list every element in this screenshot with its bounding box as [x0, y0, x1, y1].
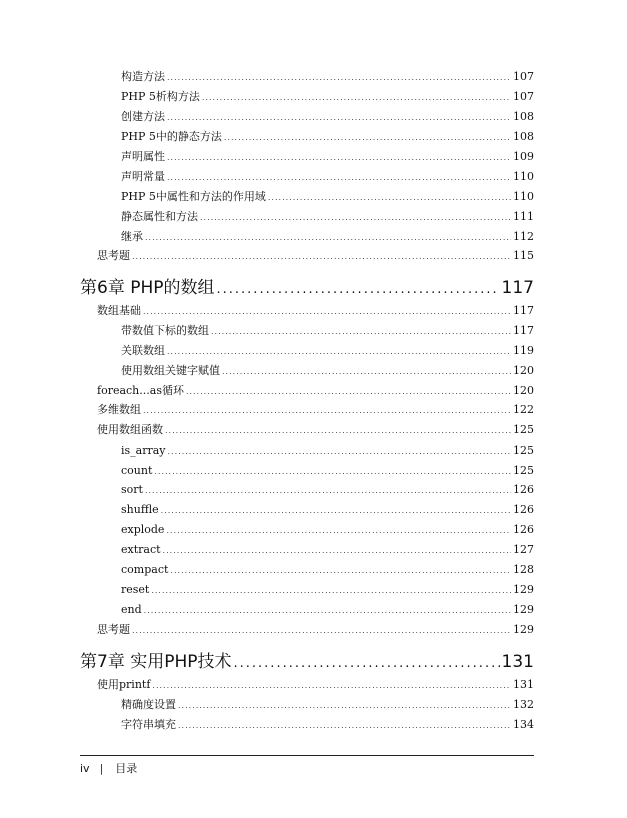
- entry-title: 关联数组: [121, 344, 165, 357]
- dot-leader: [211, 322, 511, 342]
- entry-page: 126: [513, 523, 534, 536]
- entry-page: 122: [513, 403, 534, 416]
- entry-title: 继承: [121, 230, 143, 243]
- dot-leader: [167, 168, 511, 188]
- dot-leader: [234, 652, 500, 676]
- dot-leader: [167, 342, 511, 362]
- entry-page: 120: [513, 384, 534, 397]
- toc-entry: [97, 246, 534, 266]
- entry-title: 多维数组: [97, 403, 141, 416]
- entry-page: 128: [513, 563, 534, 576]
- toc-entry: [121, 540, 534, 560]
- dot-leader: [152, 676, 511, 696]
- entry-title: 精确度设置: [121, 698, 176, 711]
- entry-title: 使用数组函数: [97, 423, 163, 436]
- toc-entry: [97, 675, 534, 695]
- chapter-page: 117: [501, 278, 534, 298]
- entry-page: 108: [513, 130, 534, 143]
- dot-leader: [170, 561, 511, 581]
- toc-entry: [121, 361, 534, 381]
- entry-title: 思考题: [97, 623, 130, 636]
- entry-title: 静态属性和方法: [121, 210, 198, 223]
- toc-entry: [97, 381, 534, 401]
- chapter-heading: [80, 276, 534, 300]
- toc-entry: [121, 560, 534, 580]
- page-footer: [80, 761, 137, 777]
- entry-page: 119: [513, 344, 534, 357]
- chapter-title: 第6章 PHP的数组: [80, 278, 215, 298]
- entry-page: 126: [513, 503, 534, 516]
- entry-title: 声明属性: [121, 150, 165, 163]
- entry-page: 109: [513, 150, 534, 163]
- toc-entry: [121, 715, 534, 735]
- toc-entry: [121, 341, 534, 361]
- dot-leader: [178, 696, 511, 716]
- entry-title: 思考题: [97, 249, 130, 262]
- dot-leader: [202, 88, 511, 108]
- toc-entry: [121, 207, 534, 227]
- entry-title: compact: [121, 563, 169, 576]
- entry-page: 107: [513, 90, 534, 103]
- entry-page: 134: [513, 718, 534, 731]
- entry-title: 创建方法: [121, 110, 165, 123]
- toc-entry: [121, 500, 534, 520]
- chapter-heading: [80, 650, 534, 674]
- entry-title: reset: [121, 583, 150, 596]
- footer-page-number: iv: [80, 762, 90, 775]
- toc-entry: [121, 580, 534, 600]
- dot-leader: [167, 148, 511, 168]
- dot-leader: [166, 521, 511, 541]
- toc-entry: [121, 227, 534, 247]
- entry-page: 115: [513, 249, 534, 262]
- entry-title: extract: [121, 543, 161, 556]
- entry-page: 132: [513, 698, 534, 711]
- dot-leader: [145, 481, 511, 501]
- toc-entry: [97, 301, 534, 321]
- entry-title: PHP 5中属性和方法的作用域: [121, 190, 266, 203]
- toc-entry: [121, 600, 534, 620]
- dot-leader: [144, 601, 511, 621]
- toc-entry: [121, 480, 534, 500]
- footer-section-title: 目录: [115, 762, 138, 775]
- entry-title: end: [121, 603, 142, 616]
- toc-entry: [121, 67, 534, 87]
- toc-entry: [121, 87, 534, 107]
- entry-page: 117: [513, 324, 534, 337]
- dot-leader: [200, 208, 511, 228]
- dot-leader: [168, 442, 511, 462]
- entry-title: 使用数组关键字赋值: [121, 364, 220, 377]
- entry-title: is_array: [121, 444, 166, 457]
- entry-title: sort: [121, 483, 143, 496]
- entry-page: 129: [513, 623, 534, 636]
- toc-entry: [121, 695, 534, 715]
- entry-title: 声明常量: [121, 170, 165, 183]
- toc-entry: [121, 520, 534, 540]
- toc-entry: [97, 400, 534, 420]
- toc-entry: [121, 127, 534, 147]
- entry-page: 117: [513, 304, 534, 317]
- dot-leader: [224, 128, 511, 148]
- toc-entry: [121, 167, 534, 187]
- entry-title: foreach...as循环: [97, 384, 184, 397]
- dot-leader: [178, 716, 511, 736]
- entry-page: 129: [513, 603, 534, 616]
- entry-page: 108: [513, 110, 534, 123]
- toc-entry: [121, 107, 534, 127]
- dot-leader: [222, 362, 511, 382]
- entry-page: 112: [513, 230, 534, 243]
- dot-leader: [143, 302, 511, 322]
- dot-leader: [161, 501, 511, 521]
- entry-title: shuffle: [121, 503, 159, 516]
- entry-title: 字符串填充: [121, 718, 176, 731]
- dot-leader: [132, 247, 511, 267]
- dot-leader: [154, 462, 511, 482]
- dot-leader: [132, 621, 511, 641]
- dot-leader: [151, 581, 511, 601]
- entry-page: 131: [513, 678, 534, 691]
- entry-page: 110: [513, 170, 534, 183]
- footer-rule: [80, 755, 534, 756]
- dot-leader: [217, 278, 500, 302]
- entry-page: 125: [513, 464, 534, 477]
- toc-entry: [121, 187, 534, 207]
- entry-page: 125: [513, 444, 534, 457]
- dot-leader: [143, 401, 511, 421]
- dot-leader: [186, 382, 511, 402]
- entry-title: 带数值下标的数组: [121, 324, 209, 337]
- entry-page: 110: [513, 190, 534, 203]
- toc-entry: [121, 441, 534, 461]
- entry-title: explode: [121, 523, 165, 536]
- entry-title: PHP 5中的静态方法: [121, 130, 222, 143]
- dot-leader: [163, 541, 511, 561]
- entry-page: 129: [513, 583, 534, 596]
- dot-leader: [165, 421, 511, 441]
- entry-page: 127: [513, 543, 534, 556]
- dot-leader: [167, 68, 511, 88]
- entry-title: 使用printf: [97, 678, 151, 691]
- entry-title: count: [121, 464, 153, 477]
- toc-entry: [121, 321, 534, 341]
- dot-leader: [268, 188, 511, 208]
- entry-title: 构造方法: [121, 70, 165, 83]
- toc-entry: [97, 420, 534, 440]
- toc-entry: [121, 461, 534, 481]
- entry-page: 125: [513, 423, 534, 436]
- entry-page: 107: [513, 70, 534, 83]
- footer-separator: |: [99, 762, 104, 775]
- chapter-title: 第7章 实用PHP技术: [80, 652, 232, 672]
- entry-page: 126: [513, 483, 534, 496]
- entry-page: 111: [513, 210, 534, 223]
- toc-entry: [97, 620, 534, 640]
- entry-page: 120: [513, 364, 534, 377]
- dot-leader: [145, 228, 511, 248]
- toc-entry: [121, 147, 534, 167]
- dot-leader: [167, 108, 511, 128]
- entry-title: 数组基础: [97, 304, 141, 317]
- chapter-page: 131: [501, 652, 534, 672]
- entry-title: PHP 5析构方法: [121, 90, 200, 103]
